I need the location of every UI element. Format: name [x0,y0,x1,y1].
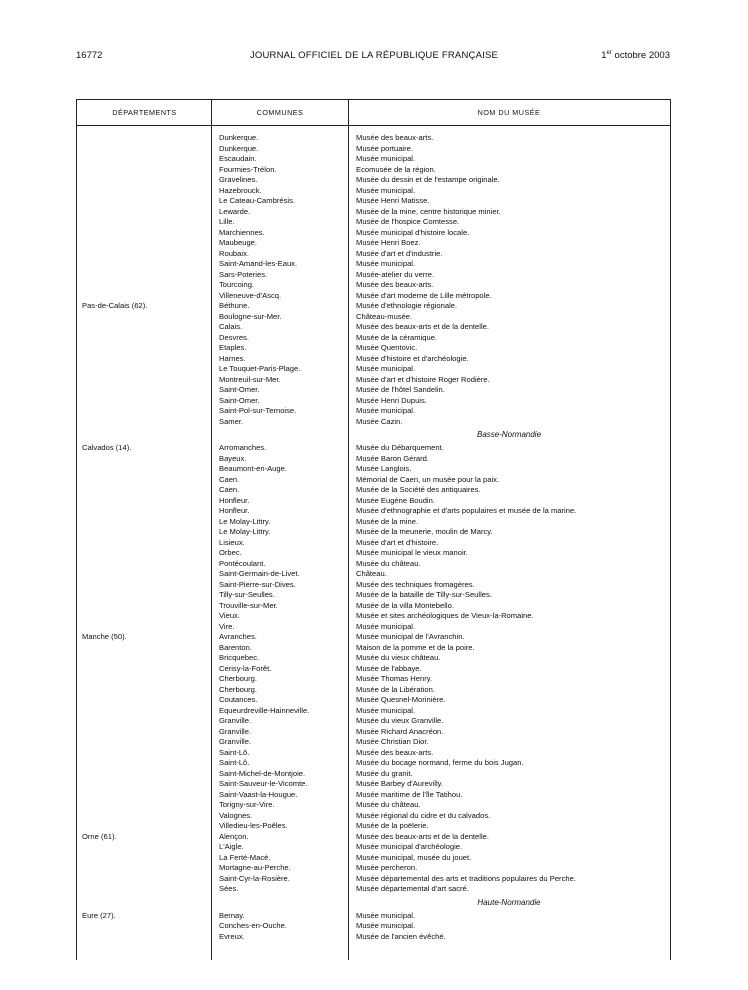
musee-cell: Musée portuaire. [356,143,413,153]
musee-cell: Musée de la Libération. [356,684,435,694]
musee-cell: Musée percheron. [356,863,418,872]
musee-cell: Musée du vieux château. [356,653,441,662]
table-row [77,779,670,790]
table-row [77,716,670,727]
table-row [77,385,670,396]
table-row [77,580,670,591]
table-row [77,832,670,843]
commune-cell: Boulogne-sur-Mer. [219,311,282,321]
musee-cell: Musée du dessin et de l'estampe originale. [356,175,500,184]
musee-cell: Musée Quentovic. [356,343,418,352]
table-row [77,406,670,417]
table-row [77,517,670,528]
table-row [77,811,670,822]
musee-cell: Musée Barbey d'Aurevilly. [356,779,443,788]
table-row [77,133,670,144]
table-row [77,706,670,717]
table-row [77,821,670,832]
commune-cell: Vieux. [219,611,240,620]
commune-cell: Caen. [219,485,240,494]
musee-cell: Musée du vieux Granville. [356,716,444,725]
musee-cell: Musée du château. [356,800,421,809]
column-header-communes: COMMUNES [212,100,348,126]
musee-cell: Musée du granit. [356,768,413,778]
commune-cell: Fourmies-Trélon. [219,164,277,174]
commune-cell: Saint-Omer. [219,395,260,405]
musee-cell: Musée de la céramique. [356,332,438,342]
table-row [77,364,670,375]
commune-cell: L'Aigle. [219,842,244,851]
musee-cell: Musée Henri Dupuis. [356,395,427,405]
column-header-nom-du-musee: NOM DU MUSÉE [348,100,670,126]
table-row [77,506,670,517]
musee-cell: Musée d'art et d'histoire. [356,537,439,547]
publication-date [601,50,670,61]
departement-cell: Manche (50). [82,632,127,641]
table-row [77,280,670,291]
departement-cell: Calvados (14). [82,443,132,452]
table-row [77,527,670,538]
commune-cell: Beaumont-en-Auge. [219,464,287,473]
musee-cell: Musée des beaux-arts et de la dentelle. [356,322,489,331]
table-row [77,643,670,654]
commune-cell: Villeneuve-d'Ascq. [219,290,282,300]
museum-table [76,99,671,960]
table-row [77,396,670,407]
musee-cell: Musée de l'hospice Comtesse. [356,217,460,226]
table-row [77,569,670,580]
musee-cell: Musée municipal. [356,621,416,631]
musee-cell: Musée municipal d'archéologie. [356,842,463,851]
commune-cell: Le Molay-Littry. [219,516,271,526]
musee-cell: Musée municipal. [356,705,416,715]
commune-cell: Granville. [219,737,252,746]
musee-cell: Maison de la pomme et de la poire. [356,642,475,652]
commune-cell: Béthune. [219,301,250,310]
table-row [77,270,670,281]
commune-cell: Tilly-sur-Seulles. [219,590,275,599]
musee-cell: Musée de la Société des antiquaires. [356,485,481,494]
table-row [77,485,670,496]
table-row [77,800,670,811]
table-row [77,559,670,570]
table-row [77,748,670,759]
table-row [77,475,670,486]
departement-cell: Eure (27). [82,910,116,920]
commune-cell: Calais. [219,322,243,331]
commune-cell: Dunkerque. [219,143,259,153]
table-row [77,165,670,176]
musee-cell: Musée municipal. [356,185,416,195]
commune-cell: Samer. [219,416,244,426]
commune-cell: Roubaix. [219,248,249,258]
commune-cell: Sars-Poteries. [219,269,268,279]
commune-cell: Cherbourg. [219,684,257,694]
table-row [77,312,670,323]
musee-cell: Musée départemental des arts et traditions populaires du Perche. [356,873,576,883]
musee-cell: Musée de l'hôtel Sandelin. [356,385,445,394]
commune-cell: Saint-Cyr-la-Rosière. [219,873,290,883]
commune-cell: Honfleur. [219,506,250,515]
table-row [77,291,670,302]
musee-cell: Musée Henri Boez. [356,238,421,247]
musee-cell: Musée de la poëlerie. [356,821,429,830]
musee-cell: Musée des beaux-arts. [356,133,434,142]
table-row [77,632,670,643]
table-row [77,664,670,675]
table-row [77,685,670,696]
musee-cell: Musée régional du cidre et du calvados. [356,810,491,820]
musee-cell: Musée de la mine, centre historique minier. [356,206,501,216]
commune-cell: Gravelines. [219,175,258,184]
commune-cell: Cerisy-la-Forêt. [219,663,272,673]
musee-cell: Musée d'art et d'industrie. [356,248,443,258]
table-row [77,196,670,207]
table-row [77,175,670,186]
table-row [77,884,670,895]
musee-cell: Musée Quesnel-Morinière. [356,695,446,704]
table-row [77,769,670,780]
musee-cell: Musée municipal. [356,406,416,415]
commune-cell: Saint-Lô. [219,747,250,757]
table-row [77,217,670,228]
table-row [77,343,670,354]
table-row [77,695,670,706]
musee-cell: Musée du Débarquement. [356,443,444,452]
table-row [77,417,670,428]
musee-cell: Musée municipal. [356,364,416,373]
musee-cell: Musée de la meunerie, moulin de Marcy. [356,527,493,536]
musee-cell: Mémorial de Caen, un musée pour la paix. [356,474,500,484]
commune-cell: Honfleur. [219,495,250,505]
musee-cell: Musée Cazin. [356,416,403,426]
musee-cell: Musée municipal, musée du jouet. [356,852,472,862]
musee-cell: Musée d'histoire et d'archéologie. [356,353,469,363]
table-row [77,853,670,864]
musee-cell: Musée d'art et d'histoire Roger Rodière. [356,374,490,384]
commune-cell: Saint-Omer. [219,385,260,394]
commune-cell: Lisieux. [219,537,245,547]
commune-cell: Mortagne-au-Perche. [219,863,291,872]
table-row [77,932,670,943]
musee-cell: Musée Henri Matisse. [356,196,430,205]
commune-cell: Etaples. [219,343,247,352]
table-row [77,464,670,475]
region-heading: Basse-Normandie [476,430,542,439]
commune-cell: Cherbourg. [219,674,257,683]
table-row [77,622,670,633]
table-row [77,653,670,664]
table-row [77,354,670,365]
musee-cell: Musée Eugène Boudin. [356,495,435,505]
commune-cell: Saint-Pierre-sur-Dives. [219,579,296,589]
commune-cell: Valognes. [219,810,253,820]
table-row [77,454,670,465]
musee-cell: Musée de la bataille de Tilly-sur-Seulles. [356,590,492,599]
table-row [77,443,670,454]
commune-cell: Lewarde. [219,206,251,216]
commune-cell: Montreuil-sur-Mer. [219,374,281,384]
commune-cell: Saint-Lô. [219,758,250,767]
musee-cell: Musée des beaux-arts. [356,280,434,289]
table-row [77,590,670,601]
musee-cell: Musée-atelier du verre. [356,269,435,279]
commune-cell: Bayeux. [219,453,247,463]
table-row [77,238,670,249]
commune-cell: Coutances. [219,695,258,704]
musee-cell: Musée d'ethnologie régionale. [356,301,458,310]
commune-cell: Saint-Pol-sur-Ternoise. [219,406,297,415]
commune-cell: Pontécoulant. [219,558,266,568]
commune-cell: Equeurdreville-Hainneville. [219,705,310,715]
commune-cell: Harnes. [219,353,246,363]
commune-cell: Saint-Sauveur-le-Vicomte. [219,779,308,788]
commune-cell: Saint-Vaast-la-Hougue. [219,789,298,799]
page-number: 16772 [76,50,103,61]
musee-cell: Musée du bocage normand, ferme du bois Jugan. [356,758,524,767]
table-row [77,737,670,748]
table-row [77,186,670,197]
musee-cell: Musée Baron Gérard. [356,453,430,463]
commune-cell: Alençon. [219,831,249,841]
date-day: 1 [601,50,607,61]
commune-cell: Avranches. [219,632,257,641]
musee-cell: Musée municipal. [356,259,416,268]
musee-cell: Musée Thomas Henry. [356,674,433,683]
table-row [77,874,670,885]
commune-cell: Saint-Amand-les-Eaux. [219,259,298,268]
commune-cell: Villedieu-les-Poêles. [219,821,288,830]
commune-cell: Desvres. [219,332,249,342]
commune-cell: Hazebrouck. [219,185,262,195]
commune-cell: Bernay. [219,910,245,920]
commune-cell: Saint-Michel-de-Montjoie. [219,768,306,778]
date-ordinal: er [606,49,612,56]
table-row [77,538,670,549]
musee-cell: Musée et sites archéologiques de Vieux-la-Romaine. [356,611,534,620]
commune-cell: Dunkerque. [219,133,259,142]
commune-cell: Lille. [219,217,235,226]
table-row [77,674,670,685]
commune-cell: Evreux. [219,931,245,941]
musee-cell: Musée des techniques fromagères. [356,579,475,589]
musee-cell: Musée municipal le vieux manoir. [356,548,468,557]
column-header-departements: DÉPARTEMENTS [77,100,212,126]
commune-cell: Le Touquet-Paris-Plage. [219,364,301,373]
musee-cell: Musée d'ethnographie et d'arts populaires et musée de la marine. [356,506,577,515]
table-row [77,911,670,922]
commune-cell: Le Cateau-Cambrésis. [219,196,295,205]
commune-cell: Sées. [219,884,239,893]
commune-cell: Saint-Germain-de-Livet. [219,569,300,578]
table-row [77,333,670,344]
commune-cell: Caen. [219,474,240,484]
table-row [77,154,670,165]
table-row [77,207,670,218]
musee-cell: Musée des beaux-arts. [356,747,434,757]
commune-cell: Vire. [219,621,235,631]
table-row [77,259,670,270]
musee-cell: Musée de l'ancien évêché. [356,931,446,941]
musee-cell: Musée départemental d'art sacré. [356,884,469,893]
page-header [0,50,748,64]
musee-cell: Musée Langlois. [356,464,412,473]
musee-cell: Ecomusée de la région. [356,164,436,174]
table-row [77,144,670,155]
commune-cell: Conches-en-Ouche. [219,921,287,930]
commune-cell: Barenton. [219,642,252,652]
commune-cell: La Ferté-Macé. [219,852,271,862]
table-row [77,548,670,559]
musee-cell: Musée municipal. [356,154,416,163]
musee-cell: Musée de la mine. [356,516,419,526]
musee-cell: Château. [356,569,387,578]
table-row [77,863,670,874]
commune-cell: Arromanches. [219,443,267,452]
commune-cell: Escaudain. [219,154,257,163]
table-row [77,496,670,507]
commune-cell: Le Molay-Littry. [219,527,271,536]
musee-cell: Musée du château. [356,558,421,568]
commune-cell: Maubeuge. [219,238,257,247]
musee-cell: Musée de l'abbaye. [356,663,422,673]
musee-cell: Musée de la villa Montebello. [356,600,454,610]
commune-cell: Torigny-sur-Vire. [219,800,275,809]
musee-cell: Musée municipal. [356,910,416,920]
table-row [77,758,670,769]
journal-title: JOURNAL OFFICIEL DE LA RÉPUBLIQUE FRANÇAISE [249,50,499,61]
table-row [77,727,670,738]
departement-cell: Orne (61). [82,831,117,841]
commune-cell: Granville. [219,716,252,725]
commune-cell: Orbec. [219,548,242,557]
departement-cell: Pas-de-Calais (62). [82,301,148,310]
musee-cell: Musée d'art moderne de Lille métropole. [356,290,492,300]
table-row [77,228,670,239]
table-row [77,322,670,333]
commune-cell: Marchiennes. [219,227,265,237]
table-row [77,790,670,801]
table-row [77,375,670,386]
musee-cell: Musée maritime de l'île Tatihou. [356,789,463,799]
table-row [77,842,670,853]
table-row [77,301,670,312]
musee-cell: Musée Richard Anacréon. [356,726,444,736]
table-row [77,249,670,260]
date-month-year: octobre 2003 [611,50,670,61]
region-heading: Haute-Normandie [477,897,541,907]
musee-cell: Musée municipal d'histoire locale. [356,227,470,237]
commune-cell: Bricquebec. [219,653,260,662]
musee-cell: Musée Christian Dior. [356,737,429,746]
commune-cell: Tourcoing. [219,280,255,289]
commune-cell: Trouville-sur-Mer. [219,600,278,610]
musee-cell: Musée des beaux-arts et de la dentelle. [356,831,489,841]
musee-cell: Musée municipal de l'Avranchin. [356,632,465,641]
table-row [77,601,670,612]
table-row [77,611,670,622]
commune-cell: Granville. [219,726,252,736]
musee-cell: Château-musée. [356,311,413,321]
table-row [77,921,670,932]
musee-cell: Musée municipal. [356,921,416,930]
